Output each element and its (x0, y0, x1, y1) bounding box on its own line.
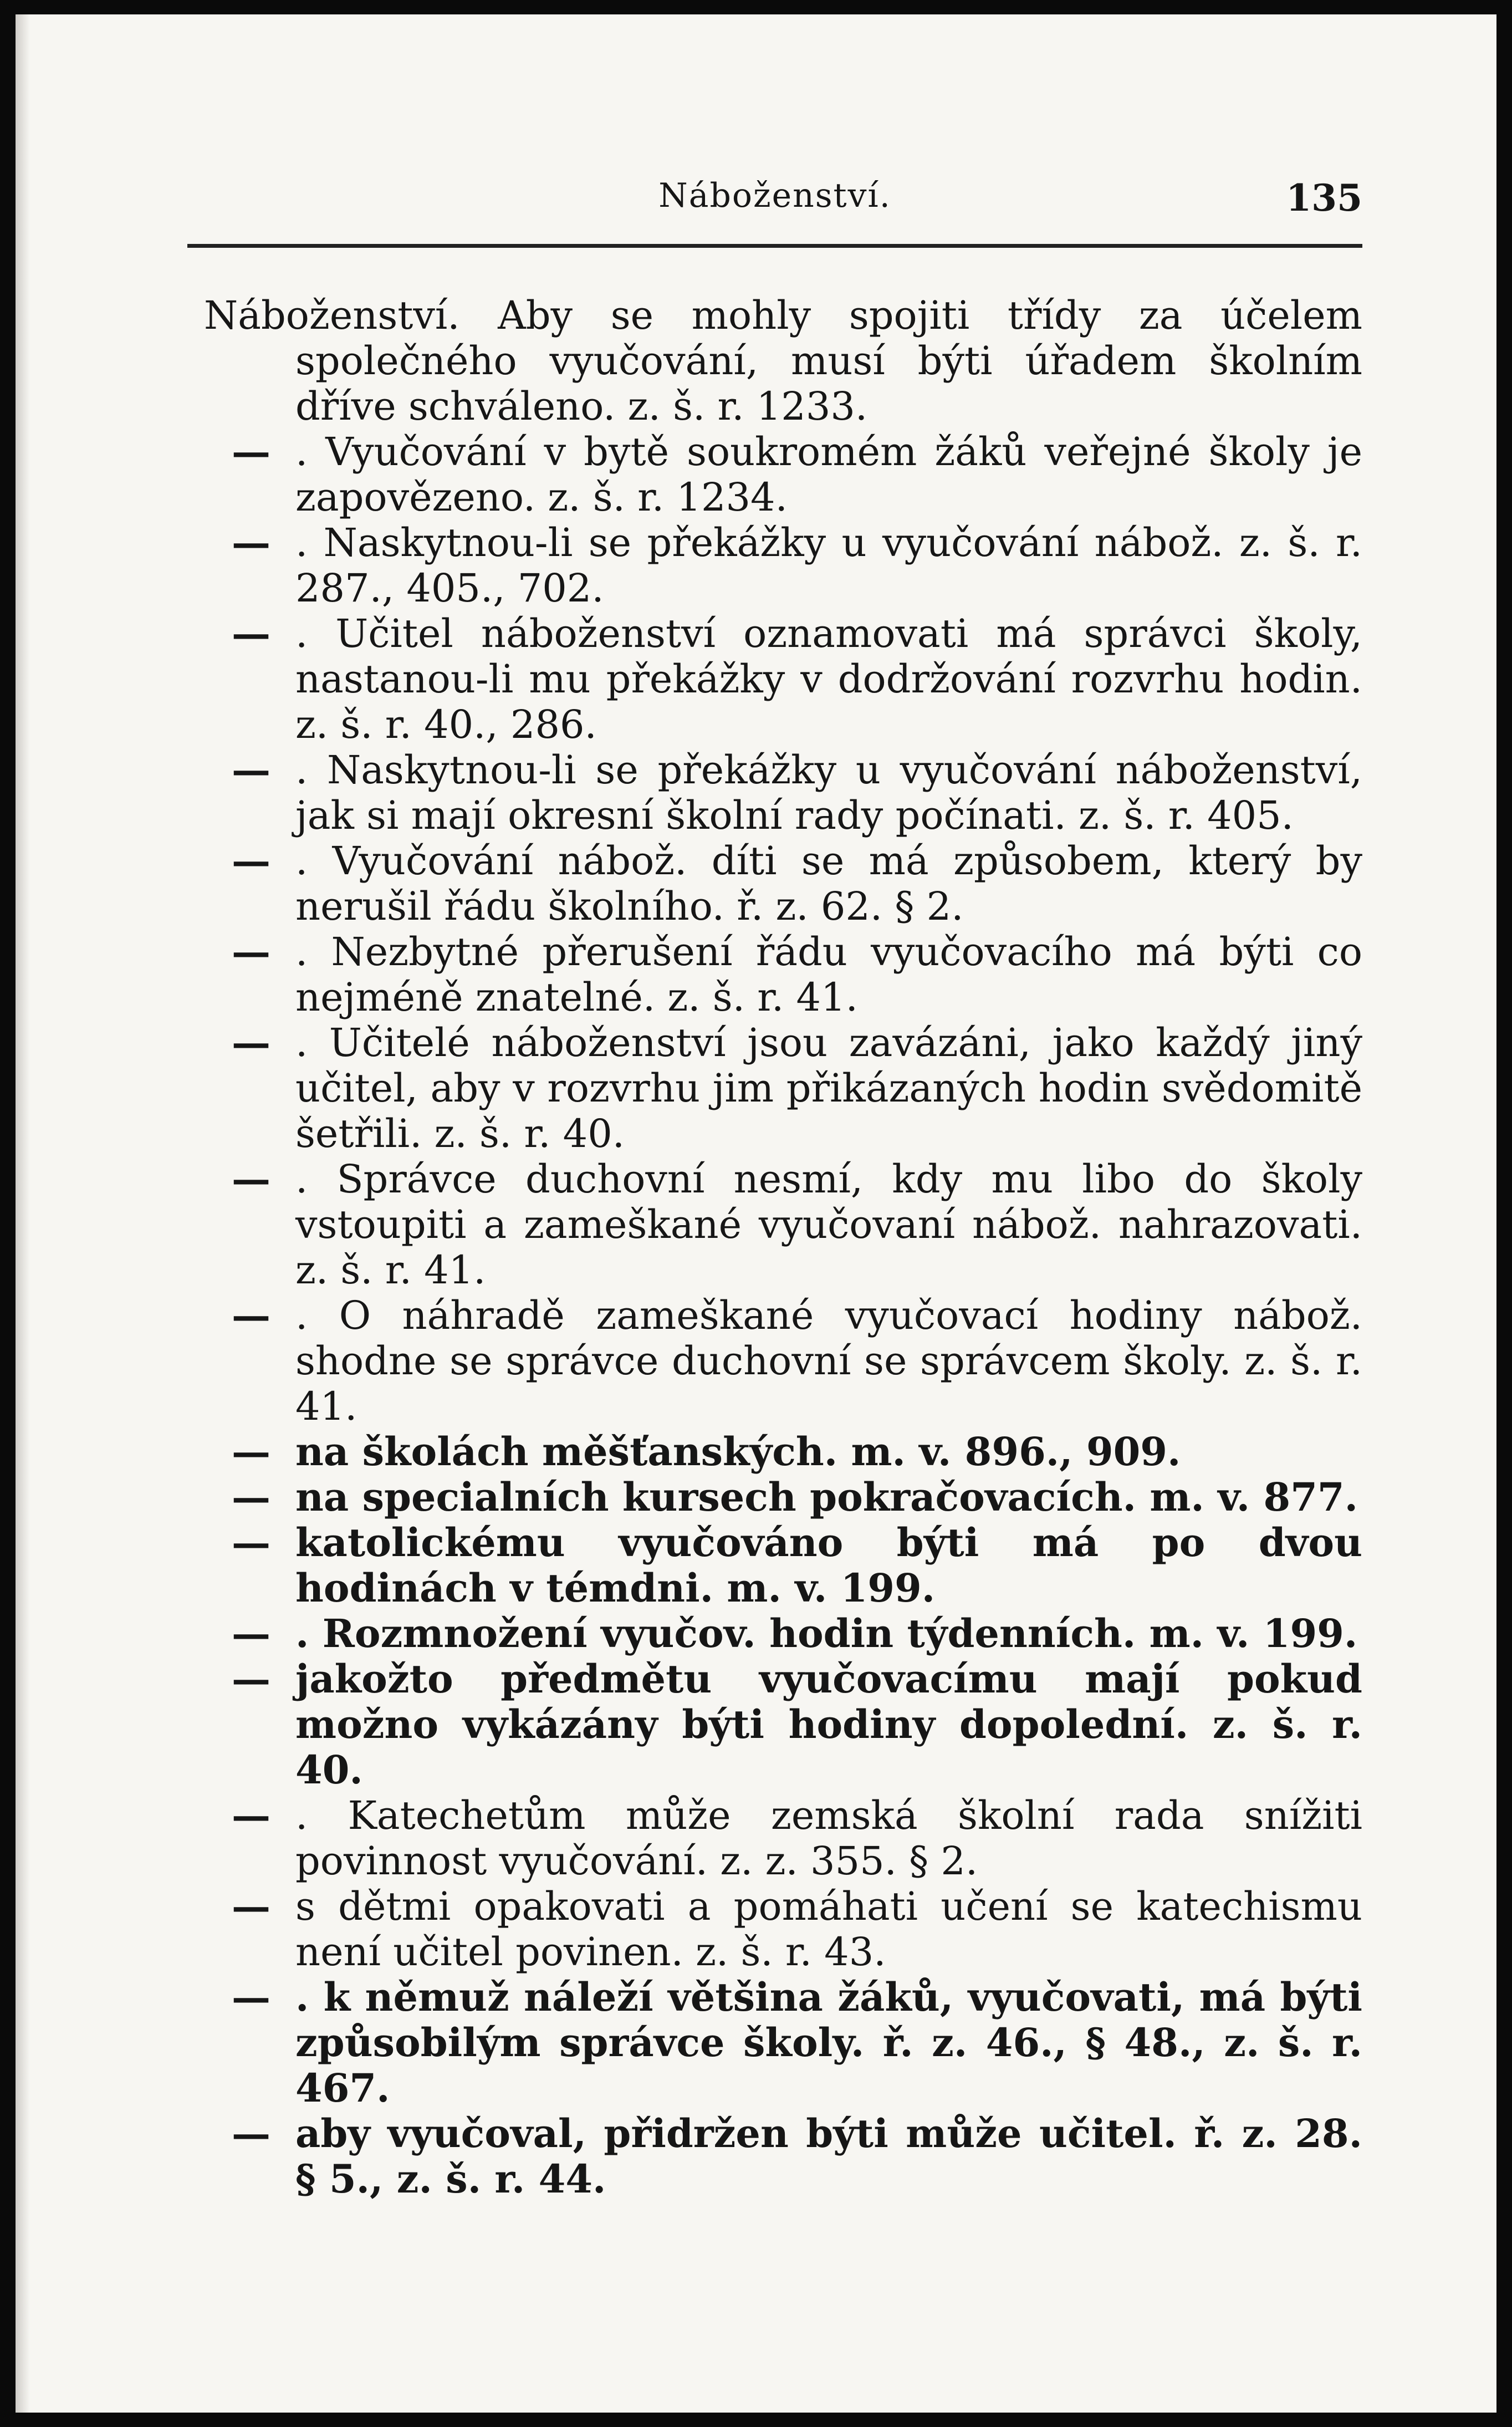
index-entry: — na školách měšťanských. m. v. 896., 909. (232, 1429, 1181, 1475)
entry-dash: — (232, 1520, 270, 1566)
index-entry: — . Nezbytné přerušení řádu vyučovacího má býti co nejméně znatelné. z. š. r. 41. (232, 929, 1362, 1020)
entry-dash: — (232, 2110, 270, 2156)
running-title: Náboženství. (658, 176, 891, 215)
entry-dash: — (232, 1610, 270, 1656)
index-entry: Náboženství. Aby se mohly spojiti třídy za účelem společného vyučování, musí býti úřadem školním dříve schváleno. z. š. r. 1233. (204, 293, 1362, 429)
entry-dash: — (232, 1792, 270, 1838)
index-entry: — s dětmi opakovati a pomáhati učení se katechismu není učitel povinen. z. š. r. 43. (232, 1883, 1362, 1975)
entry-dash: — (232, 747, 270, 793)
entry-dash: — (232, 1883, 270, 1929)
index-entry: — jakožto předmětu vyučovacímu mají pokud možno vykázány býti hodiny dopolední. z. š. r. 40. (232, 1656, 1362, 1793)
entry-dash: — (232, 1429, 270, 1475)
page-number: 135 (1286, 176, 1362, 220)
index-entry: — . Naskytnou-li se překážky u vyučování náboženství, jak si mají okresní školní rady počínati. z. š. r. 405. (232, 747, 1362, 838)
entry-dash: — (232, 1974, 270, 2020)
index-entry: — . Učitel náboženství oznamovati má správci školy, nastanou-li mu překážky v dodržování rozvrhu hodin. z. š. r. 40., 286. (232, 610, 1362, 747)
entry-dash: — (232, 1019, 270, 1065)
index-entry: — aby vyučoval, přidržen býti může učitel. ř. z. 28. § 5., z. š. r. 44. (232, 2110, 1362, 2202)
index-entry: — . O náhradě zameškané vyučovací hodiny nábož. shodne se správce duchovní se správcem školy. z. š. r. 41. (232, 1292, 1362, 1429)
book-page (16, 14, 1496, 2413)
index-entry: — . Naskytnou-li se překážky u vyučování nábož. z. š. r. 287., 405., 702. (232, 519, 1362, 611)
header-rule (187, 244, 1362, 248)
index-entry: — . Vyučování nábož. díti se má způsobem, který by nerušil řádu školního. ř. z. 62. § 2. (232, 838, 1362, 929)
entry-dash: — (232, 610, 270, 656)
index-entry: — . Katechetům může zemská školní rada snížiti povinnost vyučování. z. z. 355. § 2. (232, 1792, 1362, 1884)
entry-dash: — (232, 1292, 270, 1338)
index-entry: — . Učitelé náboženství jsou zavázáni, jako každý jiný učitel, aby v rozvrhu jim přikázaných hodin svědomitě šetřili. z. š. r. 40. (232, 1019, 1362, 1156)
page-header (187, 165, 1362, 232)
entry-dash: — (232, 929, 270, 975)
index-entry: — . k němuž náleží většina žáků, vyučovati, má býti způsobilým správce školy. ř. z. 46., § 48., z. š. r. 467. (232, 1974, 1362, 2111)
entry-dash: — (232, 1156, 270, 1202)
entry-dash: — (232, 838, 270, 884)
index-entry: — katolickému vyučováno býti má po dvou hodinách v témdni. m. v. 199. (232, 1520, 1362, 1611)
index-entry: — . Správce duchovní nesmí, kdy mu libo do školy vstoupiti a zameškané vyučovaní nábož. nahrazovati. z. š. r. 41. (232, 1156, 1362, 1293)
entry-dash: — (232, 519, 270, 565)
index-entry: — . Vyučování v bytě soukromém žáků veřejné školy je zapovězeno. z. š. r. 1234. (232, 429, 1362, 520)
index-entry: — . Rozmnožení vyučov. hodin týdenních. m. v. 199. (232, 1610, 1358, 1656)
entry-dash: — (232, 429, 270, 475)
entry-dash: — (232, 1474, 270, 1520)
index-entry: — na specialních kursech pokračovacích. m. v. 877. (232, 1474, 1358, 1520)
index-entries (204, 293, 1362, 2233)
entry-dash: — (232, 1656, 270, 1702)
